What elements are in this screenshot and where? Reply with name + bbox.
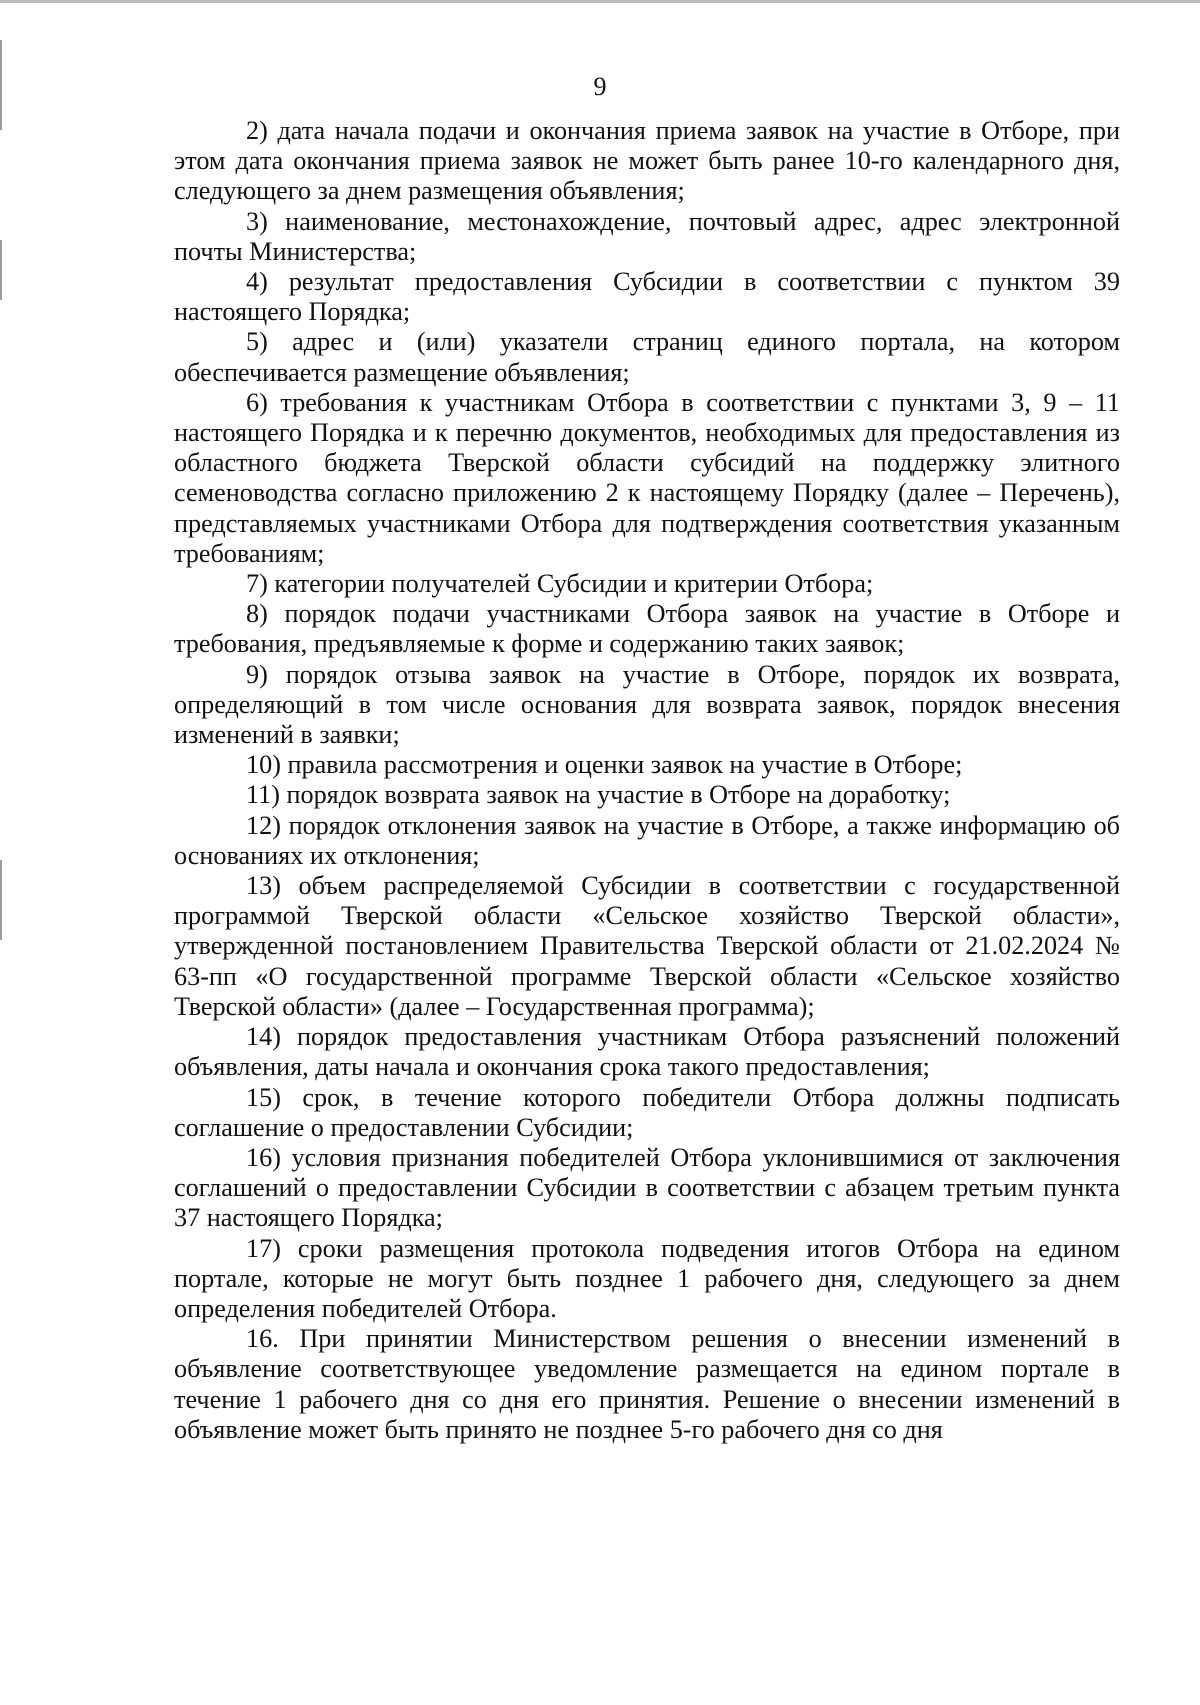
list-item-15: 15) срок, в течение которого победители Отбора должны подписать соглашение о предоставлении Субсидии; (174, 1082, 1120, 1142)
list-item-16: 16) условия признания победителей Отбора уклонившимися от заключения соглашений о предоставлении Субсидии в соответствии с абзацем третьим пункта 37 настоящего Порядка; (174, 1142, 1120, 1233)
list-item-12: 12) порядок отклонения заявок на участие в Отборе, а также информацию об основаниях их отклонения; (174, 810, 1120, 870)
list-item-8: 8) порядок подачи участниками Отбора заявок на участие в Отборе и требования, предъявляемые к форме и содержанию таких заявок; (174, 599, 1120, 659)
scan-left-edge-middle (0, 240, 2, 300)
document-body (174, 116, 1120, 1445)
list-item-3: 3) наименование, местонахождение, почтовый адрес, адрес электронной почты Министерства; (174, 206, 1120, 266)
scan-left-edge-lower (0, 860, 2, 940)
list-item-2: 2) дата начала подачи и окончания приема заявок на участие в Отборе, при этом дата окончания приема заявок не может быть ранее 10-го календарного дня, следующего за днем размещения объявления; (174, 116, 1120, 206)
list-item-13: 13) объем распределяемой Субсидии в соответствии с государственной программой Тверской области «Сельское хозяйство Тверской области», утвержденной постановлением Правительства Тверской области от 21.02.2024 № 63-пп «О государственной программе Тверской области «Сельское хозяйство Тверской области» (далее – Государственная программа); (174, 871, 1120, 1021)
list-item-10: 10) правила рассмотрения и оценки заявок на участие в Отборе; (246, 750, 963, 780)
scan-top-edge (0, 0, 1200, 3)
page-number: 9 (593, 72, 607, 101)
list-item-5: 5) адрес и (или) указатели страниц единого портала, на котором обеспечивается размещение объявления; (174, 327, 1120, 387)
list-item-9: 9) порядок отзыва заявок на участие в Отборе, порядок их возврата, определяющий в том числе основания для возврата заявок, порядок внесения изменений в заявки; (174, 659, 1120, 750)
list-item-11: 11) порядок возврата заявок на участие в Отборе на доработку; (246, 780, 951, 810)
list-item-17: 17) сроки размещения протокола подведения итогов Отбора на едином портале, которые не могут быть позднее 1 рабочего дня, следующего за днем определения победителей Отбора. (174, 1233, 1120, 1323)
list-item-6: 6) требования к участникам Отбора в соответствии с пунктами 3, 9 – 11 настоящего Порядка и к перечню документов, необходимых для предоставления из областного бюджета Тверской области субсидий на поддержку элитного семеноводства согласно приложению 2 к настоящему Порядку (далее – Перечень), представляемых участниками Отбора для подтверждения соответствия указанным требованиям; (174, 387, 1120, 568)
list-item-4: 4) результат предоставления Субсидии в соответствии с пунктом 39 настоящего Порядка; (174, 267, 1120, 327)
clause-16: 16. При принятии Министерством решения о внесении изменений в объявление соответствующее уведомление размещается на едином портале в течение 1 рабочего дня со дня его принятия. Решение о внесении изменений в объявление может быть принято не позднее 5-го рабочего дня со дня (174, 1324, 1120, 1444)
list-item-7: 7) категории получателей Субсидии и критерии Отбора; (246, 569, 874, 599)
list-item-14: 14) порядок предоставления участникам Отбора разъяснений положений объявления, даты начала и окончания срока такого предоставления; (174, 1022, 1120, 1082)
